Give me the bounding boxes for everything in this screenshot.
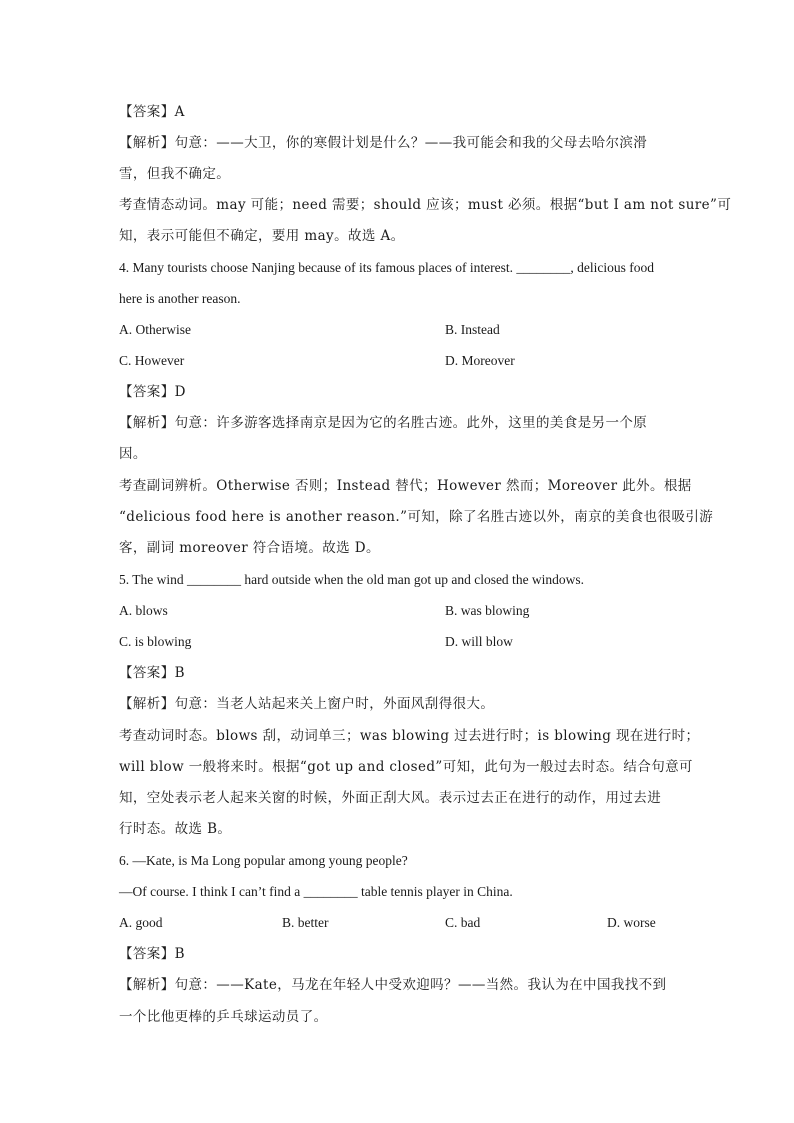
q4-stem-line-2: here is another reason. — [119, 291, 241, 306]
q6-answer: 【答案】B — [119, 946, 185, 962]
q4-analysis-line-1: 【解析】句意：许多游客选择南京是因为它的名胜古迹。此外，这里的美食是另一个原 — [119, 415, 648, 431]
q3-analysis-line-4: 知，表示可能但不确定，要用 may。故选 A。 — [119, 228, 405, 244]
q5-stem-line-1: 5. The wind ________ hard outside when the old man got up and closed the windows. — [119, 572, 585, 587]
q5-option-c: C. is blowing — [119, 634, 192, 649]
q6-analysis-line-1: 【解析】句意：——Kate，马龙在年轻人中受欢迎吗？——当然。我认为在中国我找不到 — [119, 977, 667, 993]
q5-option-a: A. blows — [119, 603, 168, 618]
q4-analysis-line-2: 因。 — [119, 446, 147, 462]
q5-option-b: B. was blowing — [445, 603, 530, 618]
q5-analysis-line-2: 考查动词时态。blows 刮，动词单三；was blowing 过去进行时；is blowing 现在进行时； — [119, 728, 700, 744]
q6-stem-line-2: —Of course. I think I can’t find a ________ table tennis player in China. — [119, 884, 513, 899]
q5-analysis-line-1: 【解析】句意：当老人站起来关上窗户时，外面风刮得很大。 — [119, 696, 495, 712]
q4-option-a: A. Otherwise — [119, 322, 191, 337]
q5-analysis-line-4: 知，空处表示老人起来关窗的时候，外面正刮大风。表示过去正在进行的动作，用过去进 — [119, 790, 662, 806]
q4-stem-line-1: 4. Many tourists choose Nanjing because of its famous places of interest. ________, delicious food — [119, 260, 655, 275]
q4-option-b: B. Instead — [445, 322, 500, 337]
q4-answer: 【答案】D — [119, 384, 186, 400]
q4-analysis-line-4: “delicious food here is another reason.”可知，除了名胜古迹以外，南京的美食也很吸引游 — [119, 509, 714, 525]
q3-answer: 【答案】A — [119, 104, 185, 120]
q4-option-c: C. However — [119, 353, 185, 368]
q4-option-d: D. Moreover — [445, 353, 515, 368]
q6-option-a: A. good — [119, 915, 163, 930]
q3-analysis-line-2: 雪，但我不确定。 — [119, 166, 231, 182]
q3-analysis-line-1: 【解析】句意：——大卫，你的寒假计划是什么？——我可能会和我的父母去哈尔滨滑 — [119, 135, 648, 151]
q5-analysis-line-5: 行时态。故选 B。 — [119, 821, 232, 837]
q6-stem-line-1: 6. —Kate, is Ma Long popular among young people? — [119, 853, 408, 868]
q6-option-b: B. better — [282, 915, 329, 930]
q3-analysis-line-3: 考查情态动词。may 可能；need 需要；should 应该；must 必须。根据“but I am not sure”可 — [119, 197, 732, 213]
q6-option-c: C. bad — [445, 915, 481, 930]
q4-analysis-line-5: 客，副词 moreover 符合语境。故选 D。 — [119, 540, 380, 556]
q5-option-d: D. will blow — [445, 634, 513, 649]
q5-answer: 【答案】B — [119, 665, 185, 681]
q4-analysis-line-3: 考查副词辨析。Otherwise 否则；Instead 替代；However 然而；Moreover 此外。根据 — [119, 478, 692, 494]
q5-analysis-line-3: will blow 一般将来时。根据“got up and closed”可知，此句为一般过去时态。结合句意可 — [119, 759, 693, 775]
q6-analysis-line-2: 一个比他更棒的乒乓球运动员了。 — [119, 1009, 328, 1025]
q6-option-d: D. worse — [607, 915, 656, 930]
